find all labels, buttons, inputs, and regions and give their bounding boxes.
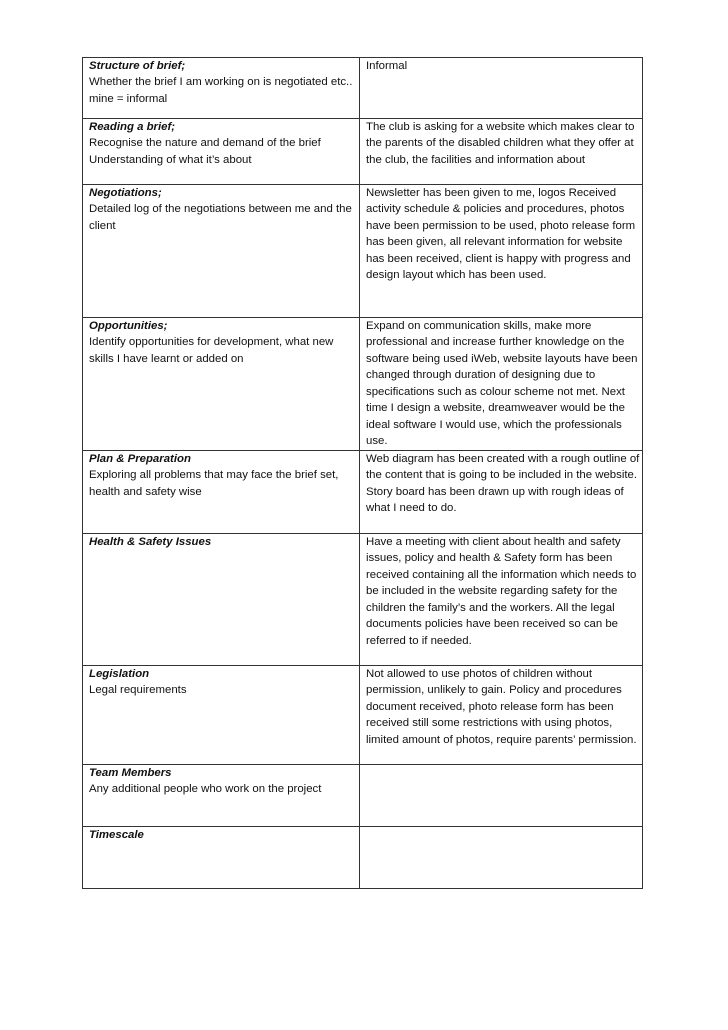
row-description: Recognise the nature and demand of the brief Understanding of what it’s about: [89, 137, 321, 166]
row-heading: Plan & Preparation: [89, 453, 191, 465]
row-label-cell: [83, 58, 360, 119]
table-row: [83, 185, 643, 318]
row-description: Detailed log of the negotiations between me and the client: [89, 203, 352, 232]
table-row: [83, 318, 643, 451]
row-response: The club is asking for a website which makes clear to the parents of the disabled children what they offer at the club, the facilities and information about: [360, 119, 643, 185]
row-response: [360, 765, 643, 827]
table-row: [83, 666, 643, 765]
row-heading: Negotiations;: [89, 187, 162, 199]
row-response: Newsletter has been given to me, logos Received activity schedule & policies and procedures, photos have been permission to be used, photo release form has been given, all relevant information for website has been received, client is happy with progress and design layout which has been used.: [360, 185, 643, 318]
row-label-cell: [83, 451, 360, 534]
row-heading: Reading a brief;: [89, 121, 176, 133]
row-description: Whether the brief I am working on is negotiated etc.. mine = informal: [89, 76, 353, 105]
row-heading: Structure of brief;: [89, 60, 186, 72]
row-heading: Team Members: [89, 767, 172, 779]
row-description: Exploring all problems that may face the brief set, health and safety wise: [89, 469, 339, 498]
table-row: [83, 451, 643, 534]
table-row: [83, 534, 643, 666]
row-label-cell: [83, 318, 360, 451]
row-response: Have a meeting with client about health and safety issues, policy and health & Safety form has been received containing all the information which needs to be included in the website regarding safety for the children the family’s and the workers. All the legal documents policies have been received so can be referred to if needed.: [360, 534, 643, 666]
table-row: [83, 827, 643, 889]
row-heading: Timescale: [89, 829, 144, 841]
row-label-cell: [83, 765, 360, 827]
row-heading: Health & Safety Issues: [89, 536, 212, 548]
row-description: Any additional people who work on the project: [89, 783, 322, 796]
row-response: Not allowed to use photos of children without permission, unlikely to gain. Policy and procedures document received, photo release form has been received still some restrictions with using photos, limited amount of photos, require parents’ permission.: [360, 666, 643, 765]
row-label-cell: [83, 119, 360, 185]
table-row: [83, 765, 643, 827]
table-row: [83, 58, 643, 119]
brief-table: [82, 57, 643, 889]
row-response: Expand on communication skills, make more professional and increase further knowledge on the software being used iWeb, website layouts have been changed through duration of designing due to specifications such as colour scheme not met. Next time I design a website, dreamweaver would be the ideal software I would use, which the professionals use.: [360, 318, 643, 451]
row-response: Informal: [360, 58, 643, 119]
row-label-cell: [83, 666, 360, 765]
row-heading: Opportunities;: [89, 320, 168, 332]
row-label-cell: [83, 827, 360, 889]
row-label-cell: [83, 185, 360, 318]
row-label-cell: [83, 534, 360, 666]
table-row: [83, 119, 643, 185]
row-heading: Legislation: [89, 668, 150, 680]
row-description: Identify opportunities for development, what new skills I have learnt or added on: [89, 336, 334, 365]
row-response: Web diagram has been created with a rough outline of the content that is going to be included in the website. Story board has been drawn up with rough ideas of what I need to do.: [360, 451, 643, 534]
row-response: [360, 827, 643, 889]
row-description: Legal requirements: [89, 684, 187, 697]
